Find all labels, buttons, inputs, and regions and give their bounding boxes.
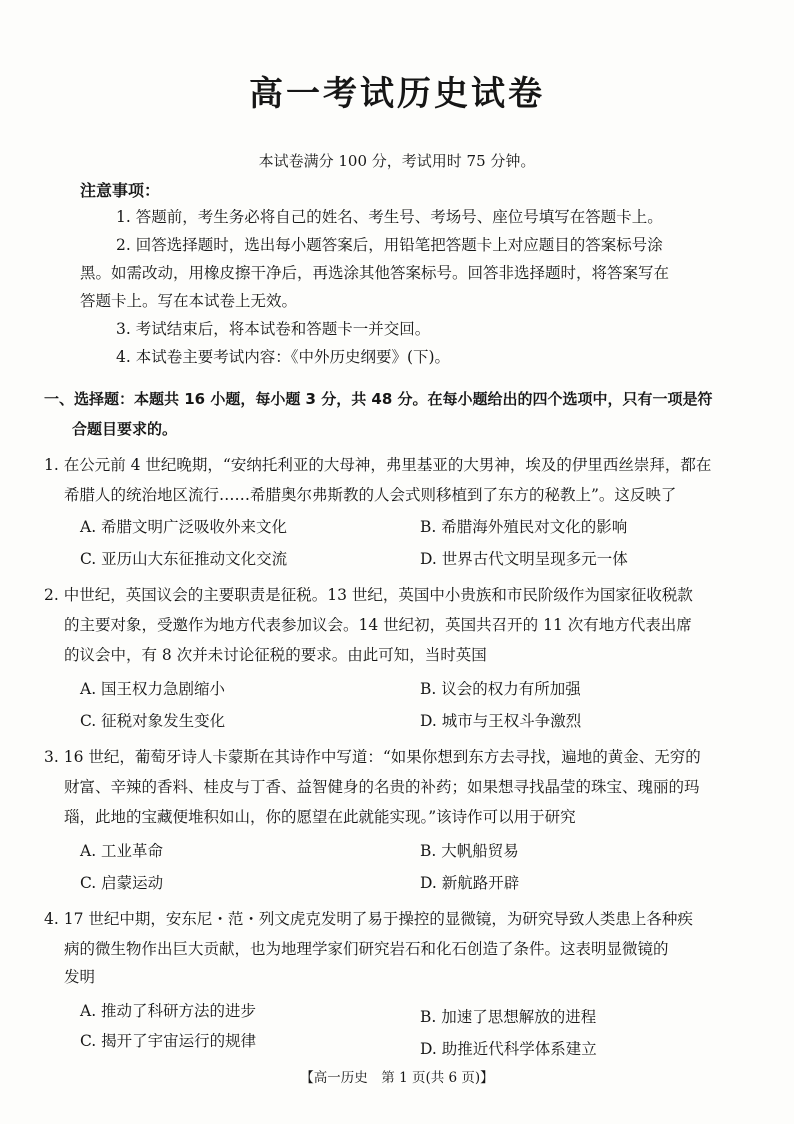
option-b: B. 议会的权力有所加强: [420, 680, 581, 698]
note-line: 1. 答题前，考生务必将自己的姓名、考生号、考场号、座位号填写在答题卡上。: [116, 208, 663, 226]
option-d: D. 新航路开辟: [420, 874, 520, 892]
option-a: A. 推动了科研方法的进步: [80, 1002, 257, 1020]
option-c: C. 征税对象发生变化: [80, 712, 226, 730]
page-footer: 【高一历史 第 1 页(共 6 页)】: [300, 1070, 494, 1086]
note-line: 4. 本试卷主要考试内容：《中外历史纲要》(下)。: [116, 348, 451, 366]
option-d: D. 世界古代文明呈现多元一体: [420, 550, 628, 568]
option-c: C. 亚历山大东征推动文化交流: [80, 550, 288, 568]
notes-heading: 注意事项：: [80, 181, 161, 200]
question-stem: 2. 中世纪，英国议会的主要职责是征税。13 世纪，英国中小贵族和市民阶级作为国家征收税款: [44, 586, 693, 604]
question-stem: 发明: [64, 968, 96, 986]
question-stem: 瑙，此地的宝藏便堆积如山，你的愿望在此就能实现。”该诗作可以用于研究: [64, 808, 576, 826]
question-stem: 1. 在公元前 4 世纪晚期，“安纳托利亚的大母神，弗里基亚的大男神，埃及的伊里西丝崇拜，都在: [44, 456, 712, 474]
option-d: D. 助推近代科学体系建立: [420, 1040, 597, 1058]
question-stem: 4. 17 世纪中期，安东尼・范・列文虎克发明了易于操控的显微镜，为研究导致人类患上各种疾: [44, 910, 693, 928]
option-c: C. 揭开了宇宙运行的规律: [80, 1032, 257, 1050]
question-stem: 3. 16 世纪，葡萄牙诗人卡蒙斯在其诗作中写道：“如果你想到东方去寻找，遍地的黄金、无穷的: [44, 748, 701, 766]
option-c: C. 启蒙运动: [80, 874, 164, 892]
option-a: A. 希腊文明广泛吸收外来文化: [80, 518, 288, 536]
option-b: B. 加速了思想解放的进程: [420, 1008, 597, 1026]
note-line: 2. 回答选择题时，选出每小题答案后，用铅笔把答题卡上对应题目的答案标号涂: [116, 236, 663, 254]
exam-info: 本试卷满分 100 分，考试用时 75 分钟。: [258, 152, 536, 170]
option-d: D. 城市与王权斗争激烈: [420, 712, 582, 730]
page-title: 高一考试历史试卷: [249, 74, 545, 114]
option-a: A. 国王权力急剧缩小: [80, 680, 226, 698]
question-stem: 财富、辛辣的香料、桂皮与丁香、益智健身的名贵的补药；如果想寻找晶莹的珠宝、瑰丽的玛: [64, 778, 700, 796]
option-b: B. 希腊海外殖民对文化的影响: [420, 518, 628, 536]
note-line: 3. 考试结束后，将本试卷和答题卡一并交回。: [116, 320, 431, 338]
section-heading: 一、选择题：本题共 16 小题，每小题 3 分，共 48 分。在每小题给出的四个选项中，只有一项是符: [44, 390, 713, 408]
section-heading-cont: 合题目要求的。: [72, 420, 178, 438]
question-stem: 希腊人的统治地区流行……希腊奥尔弗斯教的人会式则移植到了东方的秘教上”。这反映了: [64, 486, 677, 504]
question-stem: 病的微生物作出巨大贡献，也为地理学家们研究岩石和化石创造了条件。这表明显微镜的: [64, 940, 669, 958]
option-b: B. 大帆船贸易: [420, 842, 519, 860]
option-a: A. 工业革命: [80, 842, 164, 860]
question-stem: 的主要对象，受邀作为地方代表参加议会。14 世纪初，英国共召开的 11 次有地方代表出席: [64, 616, 692, 634]
note-line: 黑。如需改动，用橡皮擦干净后，再选涂其他答案标号。回答非选择题时，将答案写在: [80, 264, 670, 282]
note-line: 答题卡上。写在本试卷上无效。: [80, 292, 298, 310]
question-stem: 的议会中，有 8 次并未讨论征税的要求。由此可知，当时英国: [64, 646, 487, 664]
